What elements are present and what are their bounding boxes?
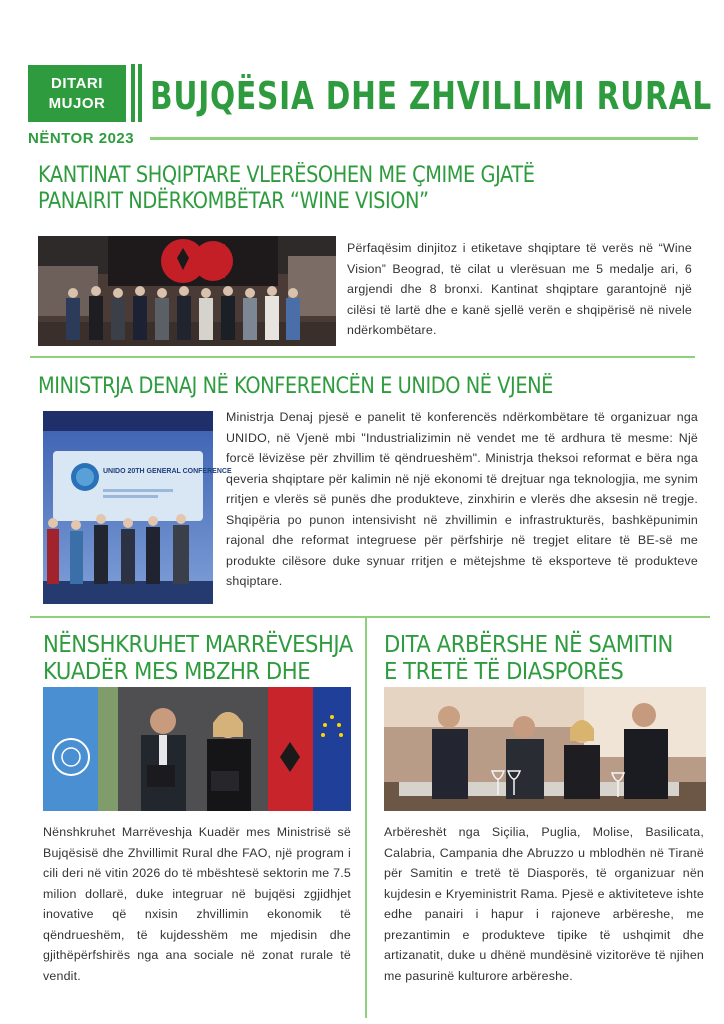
divider bbox=[30, 616, 710, 618]
masthead-bar bbox=[131, 64, 135, 122]
wine-vision-photo bbox=[38, 236, 336, 346]
article-4-headline: DITA ARBËRSHE NË SAMITIN E TRETË TË DIASPORËS bbox=[384, 632, 673, 685]
article-1-headline: KANTINAT SHQIPTARE VLERËSOHEN ME ÇMIME GJATË PANAIRIT NDËRKOMBËTAR “WINE VISION” bbox=[38, 163, 535, 214]
fao-signing-photo bbox=[43, 687, 351, 811]
article-2-body: Ministrja Denaj pjesë e panelit të konferencës ndërkombëtare të organizuar nga UNIDO, në Vjenë mbi "Industrializimin në vendet me të ardhura të mesme: Një forcë lëvizëse për zhvillim të qëndrueshëm". Ministrja theksoi reformat e bëra nga qeveria shqiptare për kalimin në një ekonomi të drejtuar nga teknologjia, me synim rritjen e vlerës së punës dhe produkteve, zinxhirin e vlerës dhe aksesin në tregje. Shqipëria po punon intensivisht në zhvillimin e infrastrukturës, bashkëpunimin rajonal dhe reformat integruese për përfshirje në tregjet elitare të BE-së me produkte cilësore duke synuar rritjen e mëtejshme të eksporteve të produkteve shqiptare. bbox=[226, 410, 698, 588]
divider bbox=[150, 137, 698, 140]
masthead-badge bbox=[28, 65, 126, 122]
divider bbox=[30, 356, 695, 358]
article-3-body: Nënshkruhet Marrëveshja Kuadër mes Ministrisë së Bujqësisë dhe Zhvillimit Rural dhe FAO, një program i cili deri në vitin 2026 do të mbështesë sektorin me 7.5 milion dollarë, duke integruar në bujqësi zgjidhjet inovative që nxisin zhvillimin ekonomik të qëndrueshëm, të kujdesshëm me mjedisin dhe gjithëpërfshirës nga ana sociale në zonat rurale të vendit. bbox=[43, 825, 351, 983]
article-4-body: Arbëreshët nga Siçilia, Puglia, Molise, Basilicata, Calabria, Campania dhe Abruzzo u mblodhën në Tiranë për Samitin e tretë të Diasporës, të organizuar nën kujdesin e Kryeministrit Rama. Pjesë e aktiviteteve ishte edhe panairi i hapur i rajoneve arbëreshe, me prezantimin e produkteve tipike të ushqimit dhe artizanatit, duke u dhënë mundësinë vizitorëve të njihen me pasurinë kulturore arbëreshe. bbox=[384, 825, 704, 983]
publication-title: BUJQËSIA DHE ZHVILLIMI RURAL bbox=[150, 74, 713, 118]
badge-line-1: DITARI bbox=[51, 74, 103, 92]
badge-line-2: MUJOR bbox=[48, 94, 106, 112]
article-2-headline: MINISTRJA DENAJ NË KONFERENCËN E UNIDO NË VJENË bbox=[38, 374, 553, 399]
issue-date: NËNTOR 2023 bbox=[28, 130, 135, 147]
article-3-headline: NËNSHKRUHET MARRËVESHJA KUADËR MES MBZHR DHE bbox=[43, 632, 353, 685]
article-1-body: Përfaqësim dinjitoz i etiketave shqiptare të verës në “Wine Vision” Beograd, të cilat u vlerësuan me 5 medalje ari, 6 argjendi dhe 8 bronxi. Kantinat shqiptare garantojnë një cilësi të lartë dhe e kanë sjellë verën e shqipërisë në nivele ndërkombëtare. bbox=[347, 241, 692, 337]
diaspora-summit-photo bbox=[384, 687, 706, 811]
masthead-bar bbox=[138, 64, 142, 122]
column-divider bbox=[365, 618, 367, 1018]
unido-conference-photo bbox=[43, 411, 232, 604]
screen-text: UNIDO 20TH GENERAL CONFERENCE bbox=[103, 468, 232, 475]
